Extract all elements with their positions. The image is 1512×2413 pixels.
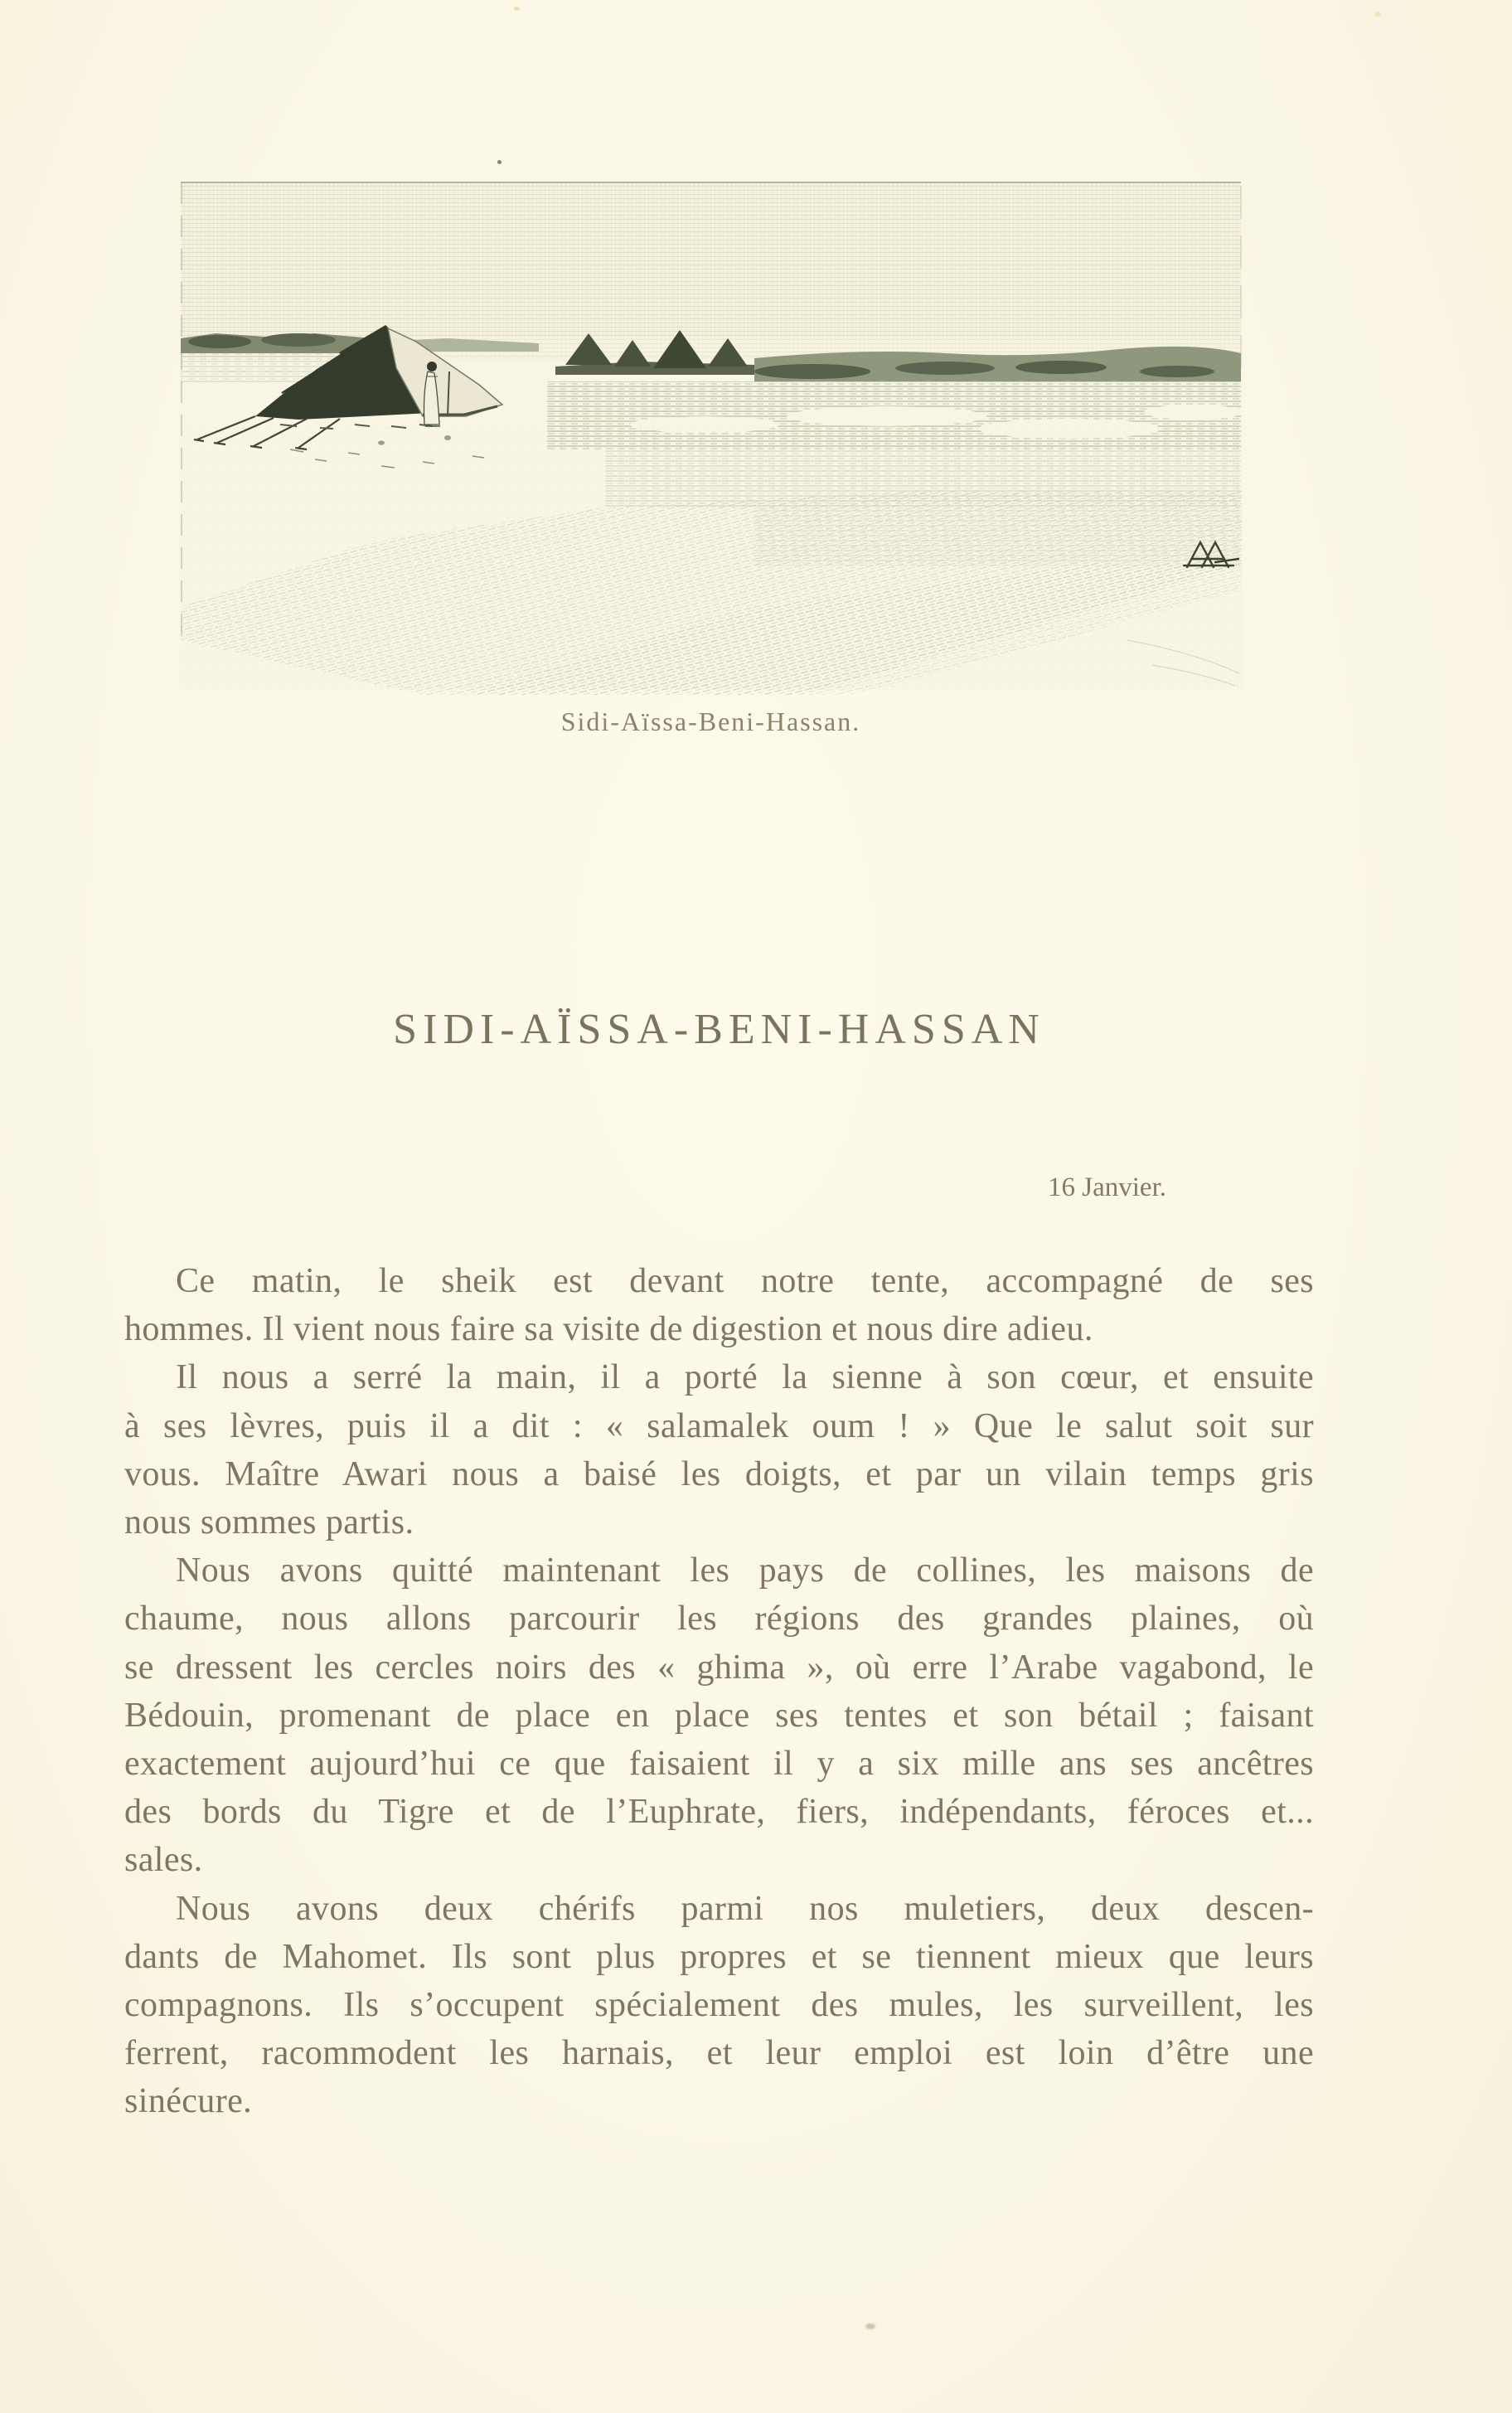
- foxing-speck: [1374, 12, 1381, 17]
- paragraph: [124, 1885, 1314, 2126]
- text-line: à ses lèvres, puis il a dit : « salamalek oum ! » Que le salut soit sur: [124, 1406, 1314, 1445]
- text-line: chaume, nous allons parcourir les régions des grandes plaines, où: [124, 1600, 1314, 1639]
- text-line: sales.: [124, 1841, 203, 1880]
- text-line: se dressent les cercles noirs des « ghima », où erre l’Arabe vagabond, le: [124, 1648, 1314, 1687]
- paper-smudge: [865, 2323, 875, 2329]
- sky: [181, 182, 1241, 360]
- text-line: Il nous a serré la main, il a porté la sienne à son cœur, et ensuite: [176, 1358, 1314, 1397]
- text-line: dants de Mahomet. Ils sont plus propres et se tiennent mieux que leurs: [124, 1937, 1314, 1976]
- ink-speck: [497, 160, 502, 164]
- foxing-speck: [514, 7, 520, 11]
- foreground-sand: [181, 425, 1242, 695]
- text-line: des bords du Tigre et de l’Euphrate, fiers, indépendants, féroces et...: [124, 1793, 1314, 1832]
- text-line: sinécure.: [124, 2082, 253, 2121]
- text-line: Nous avons deux chérifs parmi nos muletiers, deux descen-: [176, 1889, 1314, 1928]
- paragraph: [124, 1257, 1314, 1353]
- text-line: exactement aujourd’hui ce que faisaient il y a six mille ans ses ancêtres: [124, 1745, 1314, 1784]
- engraving-desert-camp-scene: [174, 176, 1248, 695]
- paragraph: [124, 1353, 1314, 1546]
- text-line: hommes. Il vient nous faire sa visite de digestion et nous dire adieu.: [124, 1310, 1093, 1349]
- text-line: Ce matin, le sheik est devant notre tente, accompagné de ses: [176, 1262, 1314, 1300]
- text-line: nous sommes partis.: [124, 1503, 414, 1542]
- text-line: Bédouin, promenant de place en place ses tentes et son bétail ; faisant: [124, 1696, 1314, 1735]
- illustration-caption: Sidi-Aïssa-Beni-Hassan.: [560, 706, 861, 736]
- text-line: vous. Maître Awari nous a baisé les doigts, et par un vilain temps gris: [124, 1454, 1314, 1493]
- paragraph: [124, 1546, 1314, 1884]
- text-line: Nous avons quitté maintenant les pays de collines, les maisons de: [176, 1551, 1314, 1590]
- illustration-engraving: [174, 176, 1248, 695]
- text-line: ferrent, racommodent les harnais, et leur emploi est loin d’être une: [124, 2034, 1314, 2073]
- dateline: 16 Janvier.: [1048, 1173, 1166, 1202]
- body-text: [124, 1257, 1314, 2126]
- text-line: compagnons. Ils s’occupent spécialement des mules, les surveillent, les: [124, 1986, 1314, 2025]
- chapter-title: SIDI-AÏSSA-BENI-HASSAN: [393, 1006, 1045, 1053]
